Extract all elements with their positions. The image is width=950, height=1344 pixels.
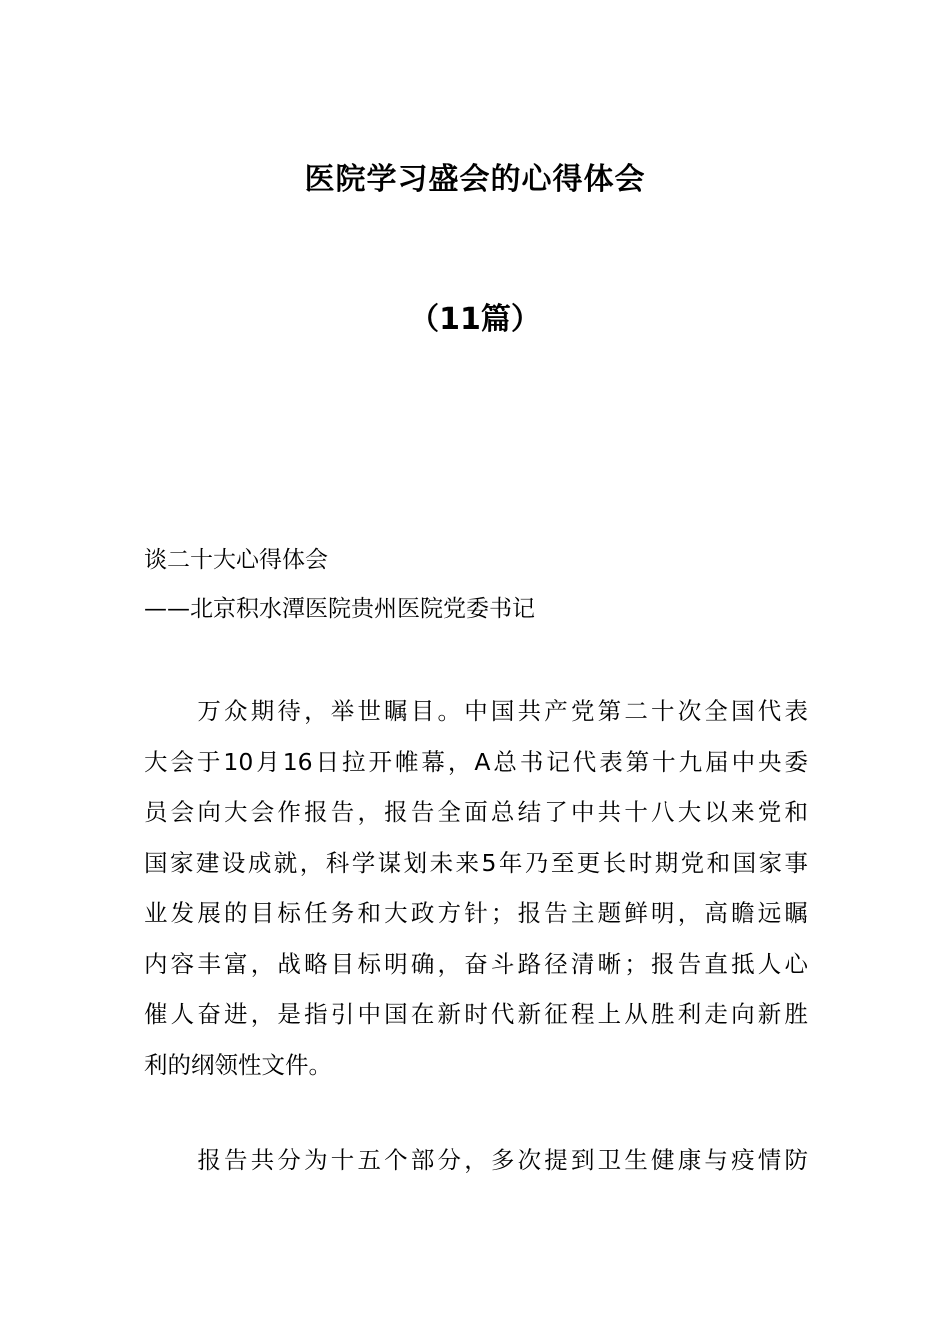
paragraph-line: 国家建设成就，科学谋划未来5年乃至更长时期党和国家事 <box>144 848 808 877</box>
paragraph-line: 大会于10月16日拉开帷幕，A总书记代表第十九届中央委 <box>144 747 808 776</box>
paragraph-line: 内容丰富，战略目标明确，奋斗路径清晰；报告直抵人心 <box>144 949 808 978</box>
section-title: 谈二十大心得体会 <box>144 547 328 573</box>
paragraph-line: 员会向大会作报告，报告全面总结了中共十八大以来党和 <box>144 798 808 826</box>
document-subtitle: （11篇） <box>409 302 541 337</box>
paragraph-line: 万众期待，举世瞩目。中国共产党第二十次全国代表 <box>144 697 808 725</box>
paragraph-line: 报告共分为十五个部分，多次提到卫生健康与疫情防 <box>144 1146 808 1174</box>
paragraph-1 <box>144 686 808 1090</box>
paragraph-2 <box>144 1135 808 1186</box>
paragraph-line: 催人奋进，是指引中国在新时代新征程上从胜利走向新胜 <box>144 1000 808 1028</box>
document-title: 医院学习盛会的心得体会 <box>304 162 646 197</box>
paragraph-line: 业发展的目标任务和大政方针；报告主题鲜明，高瞻远瞩 <box>144 899 808 927</box>
section-author: ——北京积水潭医院贵州医院党委书记 <box>144 596 535 622</box>
paragraph-line: 利的纲领性文件。 <box>144 1050 332 1079</box>
